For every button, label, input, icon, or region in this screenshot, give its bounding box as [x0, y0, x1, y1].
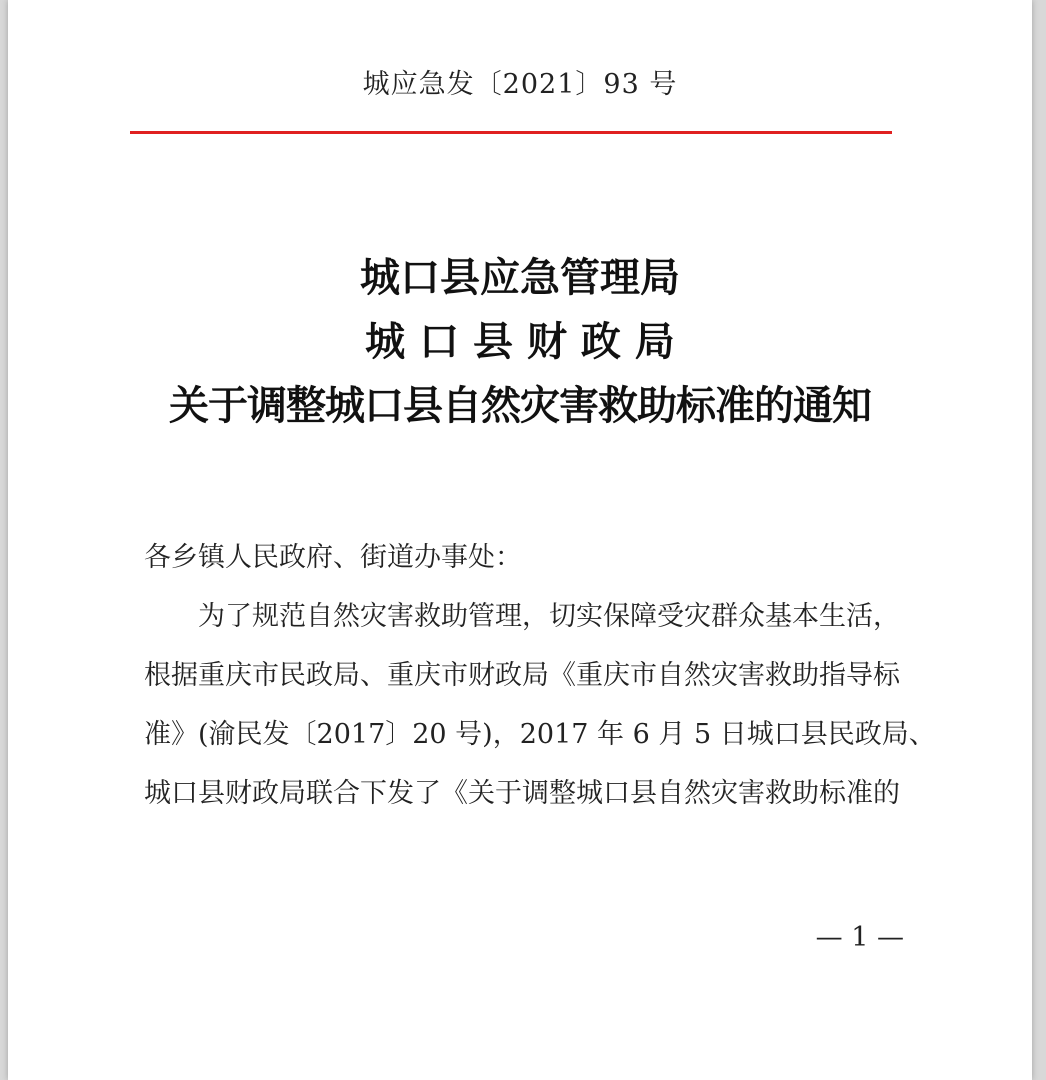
- body-line: 准》(渝民发〔2017〕20 号)，2017 年 6 月 5 日城口县民政局、: [144, 719, 936, 750]
- document-number: 城应急发〔2021〕93 号: [362, 69, 678, 100]
- title-line-subject: 关于调整城口县自然灾害救助标准的通知: [169, 382, 871, 429]
- title-line-issuer-2: 城 口 县 财 政 局: [365, 318, 675, 365]
- body-line: 为了规范自然灾害救助管理，切实保障受灾群众基本生活，: [198, 601, 900, 632]
- body-line: 城口县财政局联合下发了《关于调整城口县自然灾害救助标准的: [144, 778, 900, 809]
- red-separator-line: [130, 131, 892, 134]
- page-number: — 1 —: [815, 922, 904, 953]
- body-line: 根据重庆市民政局、重庆市财政局《重庆市自然灾害救助指导标: [144, 660, 900, 691]
- title-line-issuer-1: 城口县应急管理局: [360, 254, 680, 301]
- salutation: 各乡镇人民政府、街道办事处：: [144, 542, 522, 573]
- document-title: [8, 246, 1032, 438]
- document-body: [144, 532, 936, 827]
- document-page: [8, 0, 1032, 1080]
